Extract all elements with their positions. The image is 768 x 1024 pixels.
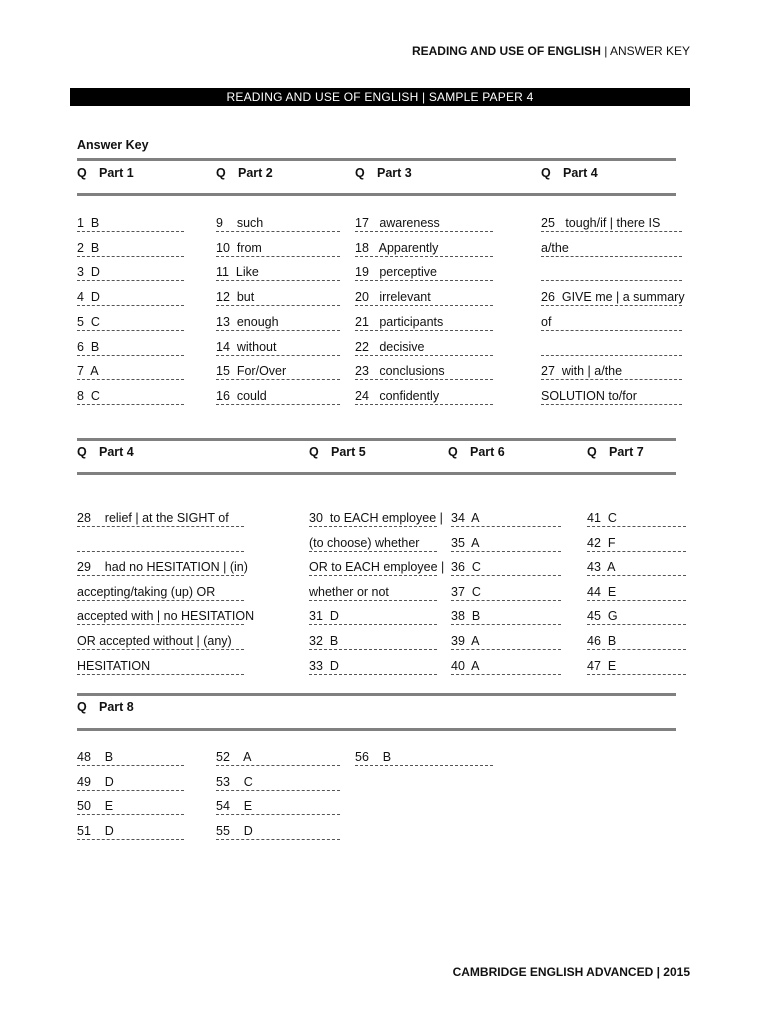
answer-cell: OR to EACH employee | (309, 560, 445, 575)
answer-cell: 26 GIVE me | a summary (541, 290, 685, 305)
page-header (412, 44, 690, 58)
s1-part-label: Part 2 (238, 166, 273, 180)
answer-cell: 24 confidently (355, 388, 493, 405)
answer-cell: 37 C (451, 584, 561, 601)
answer-cell: 20 irrelevant (355, 289, 493, 306)
answer-cell: 13 enough (216, 314, 340, 331)
answer-cell: 14 without (216, 339, 340, 356)
q-label: Q (216, 166, 226, 180)
answer-cell: 22 decisive (355, 339, 493, 356)
s1-col4-header (541, 166, 598, 180)
answer-cell: 40 A (451, 658, 561, 675)
section1-header-rule (77, 193, 676, 196)
answer-cell: 50 E (77, 798, 184, 815)
s2-col1-header (77, 445, 134, 459)
answer-cell: HESITATION (77, 658, 244, 675)
answer-cell: 6 B (77, 339, 184, 356)
answer-cell: 27 with | a/the (541, 363, 682, 380)
answer-cell: 54 E (216, 798, 340, 815)
header-separator: | (600, 44, 610, 58)
answer-cell: 56 B (355, 749, 493, 766)
answer-cell: of (541, 314, 682, 331)
answer-cell: whether or not (309, 584, 437, 601)
answer-cell: 35 A (451, 535, 561, 552)
answer-cell: (to choose) whether (309, 535, 437, 552)
answer-cell: 23 conclusions (355, 363, 493, 380)
answer-cell: 29 had no HESITATION | (in) (77, 560, 248, 575)
answer-cell (541, 339, 682, 356)
s1-part-label: Part 3 (377, 166, 412, 180)
footer-separator: | (653, 965, 664, 979)
answer-cell: 12 but (216, 289, 340, 306)
answer-cell: 18 Apparently (355, 240, 493, 257)
answer-cell: a/the (541, 240, 682, 257)
title-banner: READING AND USE OF ENGLISH | SAMPLE PAPER 4 (70, 88, 690, 106)
s2-col2-header (309, 445, 366, 459)
answer-cell: 15 For/Over (216, 363, 340, 380)
section3-top-rule (77, 693, 676, 696)
answer-cell: 3 D (77, 264, 184, 281)
answer-cell: 51 D (77, 823, 184, 840)
q-label: Q (77, 166, 87, 180)
answer-cell: 41 C (587, 510, 686, 527)
answer-cell: 1 B (77, 215, 184, 232)
answer-cell: 52 A (216, 749, 340, 766)
answer-cell: 8 C (77, 388, 184, 405)
answer-cell: 30 to EACH employee | (309, 511, 443, 525)
s1-part-label: Part 4 (563, 166, 598, 180)
answer-cell: 28 relief | at the SIGHT of (77, 510, 244, 527)
answer-key-heading: Answer Key (77, 138, 149, 152)
answer-cell: 48 B (77, 749, 184, 766)
answer-cell: 25 tough/if | there IS (541, 215, 682, 232)
answer-cell: 47 E (587, 658, 686, 675)
s3-part-label: Part 8 (99, 700, 134, 714)
answer-cell: 55 D (216, 823, 340, 840)
answer-cell: 5 C (77, 314, 184, 331)
answer-cell: 4 D (77, 289, 184, 306)
answer-cell: 38 B (451, 608, 561, 625)
answer-cell: accepting/taking (up) OR (77, 584, 244, 601)
answer-cell: 34 A (451, 510, 561, 527)
answer-cell (77, 535, 244, 552)
q-label: Q (77, 445, 87, 459)
answer-cell: 49 D (77, 774, 184, 791)
answer-cell: SOLUTION to/for (541, 388, 682, 405)
section3-header-rule (77, 728, 676, 731)
s2-part-label: Part 6 (470, 445, 505, 459)
s1-col1-header (77, 166, 134, 180)
s2-col3-header (448, 445, 505, 459)
s1-part-label: Part 1 (99, 166, 134, 180)
answer-cell: 32 B (309, 633, 437, 650)
answer-cell: 31 D (309, 608, 437, 625)
answer-cell: OR accepted without | (any) (77, 633, 244, 650)
footer-title: CAMBRIDGE ENGLISH ADVANCED (452, 965, 654, 979)
answer-cell: 16 could (216, 388, 340, 405)
section2-header-rule (77, 472, 676, 475)
answer-cell: accepted with | no HESITATION (77, 609, 255, 624)
q-label: Q (355, 166, 365, 180)
footer-year: 2015 (663, 965, 690, 979)
answer-cell: 11 Like (216, 264, 340, 281)
answer-cell: 17 awareness (355, 215, 493, 232)
answer-cell: 53 C (216, 774, 340, 791)
q-label: Q (77, 700, 87, 714)
answer-cell: 42 F (587, 535, 686, 552)
s1-col2-header (216, 166, 273, 180)
answer-cell: 45 G (587, 608, 686, 625)
answer-cell: 7 A (77, 363, 184, 380)
s2-col4-header (587, 445, 644, 459)
s1-col3-header (355, 166, 412, 180)
section1-top-rule (77, 158, 676, 161)
answer-cell: 19 perceptive (355, 264, 493, 281)
q-label: Q (309, 445, 319, 459)
answer-cell: 33 D (309, 658, 437, 675)
q-label: Q (587, 445, 597, 459)
s2-part-label: Part 7 (609, 445, 644, 459)
section2-top-rule (77, 438, 676, 441)
header-subtitle: ANSWER KEY (609, 44, 690, 58)
answer-cell: 46 B (587, 633, 686, 650)
answer-cell: 10 from (216, 240, 340, 257)
answer-cell (541, 264, 682, 281)
answer-cell: 43 A (587, 559, 686, 576)
page-footer (453, 965, 690, 979)
s3-col1-header (77, 700, 134, 714)
s2-part-label: Part 5 (331, 445, 366, 459)
s2-part-label: Part 4 (99, 445, 134, 459)
answer-cell: 21 participants (355, 314, 493, 331)
answer-cell: 9 such (216, 215, 340, 232)
q-label: Q (448, 445, 458, 459)
q-label: Q (541, 166, 551, 180)
answer-cell: 2 B (77, 240, 184, 257)
header-title: READING AND USE OF ENGLISH (411, 44, 601, 58)
answer-cell: 44 E (587, 584, 686, 601)
answer-cell: 36 C (451, 559, 561, 576)
answer-cell: 39 A (451, 633, 561, 650)
